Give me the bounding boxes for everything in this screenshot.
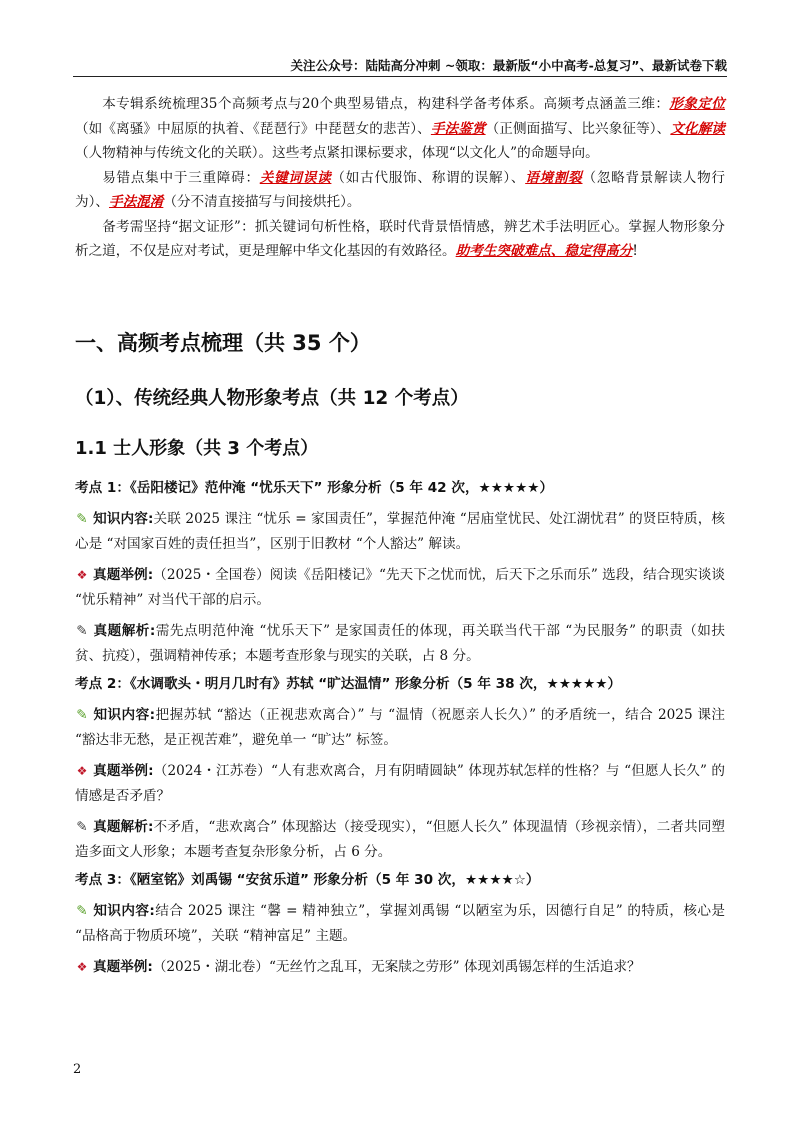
example-block [75, 759, 725, 808]
label-colon: : [149, 623, 156, 639]
heading-level-1: 一、高频考点梳理（共 35 个） [75, 331, 371, 355]
highlight-text: 助考生突破难点、稳定得高分 [455, 243, 633, 259]
analysis-text: 需先点明范仲淹 “忧乐天下” 是家国责任的体现，再关联当代干部 “为民服务” 的职责（如扶贫、抗疫），强调精神传承；本题考查形象与现实的关联，占 8 分。 [75, 623, 725, 664]
highlight-text: 文化解读 [670, 120, 726, 137]
diamond-icon: ❖ [76, 568, 88, 582]
intro-text: 本专辑系统梳理35个高频考点与20个典型易错点，构建科学备考体系。高频考点涵盖三维： [102, 96, 670, 112]
pencil-icon: ✎ [76, 511, 88, 527]
exam-point-title: 考点 1：《岳阳楼记》范仲淹 “忧乐天下” 形象分析（5 年 42 次，★★★★★） [75, 480, 554, 496]
example-block [75, 955, 725, 980]
highlight-text: 手法鉴赏 [430, 120, 486, 137]
intro-paragraph-2 [75, 166, 725, 215]
highlight-text: 语境割裂 [525, 169, 583, 186]
example-text: （2024・江苏卷）“人有悲欢离合，月有阴晴圆缺” 体现苏轼怎样的性格？与 “但愿人长久” 的情感是否矛盾？ [75, 763, 725, 804]
example-label: 真题举例 [93, 567, 148, 583]
label-colon: : [149, 903, 155, 919]
intro-text: （如古代服饰、称谓的误解）、 [331, 169, 526, 186]
intro-paragraph-3 [75, 215, 725, 264]
label-colon: : [147, 819, 154, 835]
label-colon: : [147, 567, 154, 583]
example-block [75, 563, 725, 612]
edit-icon: ✎ [76, 819, 88, 835]
knowledge-label: 知识内容 [93, 707, 150, 723]
example-label: 真题举例 [93, 763, 149, 779]
intro-text: 备考需坚持“据文证形”：抓关键词句析性格，联时代背景悟情感，辨艺术手法明匠心。掌握人物形象分析之道，不仅是应对考试，更是理解中华文化基因的有效路径。 [75, 218, 725, 259]
exam-points-list [75, 472, 725, 980]
analysis-text: 不矛盾，“悲欢离合” 体现豁达（接受现实），“但愿人长久” 体现温情（珍视亲情），二者共同塑造多面文人形象；本题考查复杂形象分析，占 6 分。 [75, 819, 726, 860]
knowledge-label: 知识内容 [93, 903, 150, 919]
analysis-label: 真题解析 [93, 623, 150, 639]
highlight-text: 关键词误读 [259, 169, 332, 186]
knowledge-text: 关联 2025 课注 “忧乐 = 家国责任”，掌握范仲淹 “居庙堂忧民、处江湖忧君” 的贤臣特质，核心是 “对国家百姓的责任担当”，区别于旧教材 “个人豁达” 解读。 [75, 511, 725, 552]
exam-point-title: 考点 2：《水调歌头・明月几时有》苏轼 “旷达温情” 形象分析（5 年 38 次，★★★★★） [75, 676, 622, 692]
analysis-block [75, 619, 725, 668]
knowledge-block [75, 507, 725, 556]
knowledge-text: 结合 2025 课注 “馨 = 精神独立”，掌握刘禹锡 “以陋室为乐，因德行自足” 的特质，核心是 “品格高于物质环境”，关联 “精神富足” 主题。 [75, 903, 726, 944]
example-text: （2025・全国卷）阅读《岳阳楼记》“先天下之忧而忧，后天下之乐而乐” 选段，结合现实谈谈 “忧乐精神” 对当代干部的启示。 [75, 567, 726, 608]
highlight-text: 手法混淆 [108, 194, 164, 210]
edit-icon: ✎ [76, 623, 88, 639]
intro-text: （正侧面描写、比兴象征等）、 [485, 120, 671, 137]
knowledge-text: 把握苏轼 “豁达（正视悲欢离合）” 与 “温情（祝愿亲人长久）” 的矛盾统一，结合 2025 课注 “豁达非无愁，是正视苦难”，避免单一 “旷达” 标签。 [75, 707, 726, 748]
example-text: （2025・湖北卷）“无丝竹之乱耳，无案牍之劳形” 体现刘禹锡怎样的生活追求？ [152, 959, 641, 975]
exam-point-title: 考点 3：《陋室铭》刘禹锡 “安贫乐道” 形象分析（5 年 30 次，★★★★☆） [75, 872, 540, 888]
knowledge-label: 知识内容 [93, 511, 148, 527]
intro-text: （忽略背景解读人物行为）、 [75, 169, 726, 210]
analysis-label: 真题解析 [93, 819, 148, 835]
intro-section [75, 92, 725, 264]
label-colon: : [147, 511, 154, 527]
knowledge-block [75, 703, 725, 752]
intro-text: （人物精神与传统文化的关联）。这些考点紧扣课标要求，体现“以文化人”的命题导向。 [75, 145, 599, 161]
diamond-icon: ❖ [76, 960, 88, 974]
intro-text: （分不清直接描写与间接烘托）。 [163, 194, 361, 210]
heading-level-2: （1）、传统经典人物形象考点（共 12 个考点） [75, 388, 469, 409]
intro-text: （如《离骚》中屈原的执着、《琵琶行》中琵琶女的悲苦）、 [75, 120, 431, 137]
pencil-icon: ✎ [76, 707, 88, 723]
header-rule [73, 76, 727, 77]
label-colon: : [148, 763, 154, 779]
pencil-icon: ✎ [76, 903, 88, 919]
highlight-text: 形象定位 [669, 96, 726, 112]
analysis-block [75, 815, 725, 864]
example-label: 真题举例 [93, 959, 148, 975]
intro-paragraph-1 [75, 92, 725, 166]
header-text: 关注公众号：陆陆高分冲刺 ~领取：最新版“小中高考-总复习”、最新试卷下载 [290, 58, 727, 73]
intro-text: ! [632, 243, 638, 259]
diamond-icon: ❖ [76, 764, 88, 778]
heading-level-3: 1.1 士人形象（共 3 个考点） [75, 438, 319, 459]
label-colon: : [147, 959, 153, 975]
page-header [0, 52, 800, 76]
knowledge-block [75, 899, 725, 948]
page-number: 2 [73, 1062, 82, 1077]
label-colon: : [149, 707, 156, 723]
intro-text: 易错点集中于三重障碍： [102, 169, 260, 186]
